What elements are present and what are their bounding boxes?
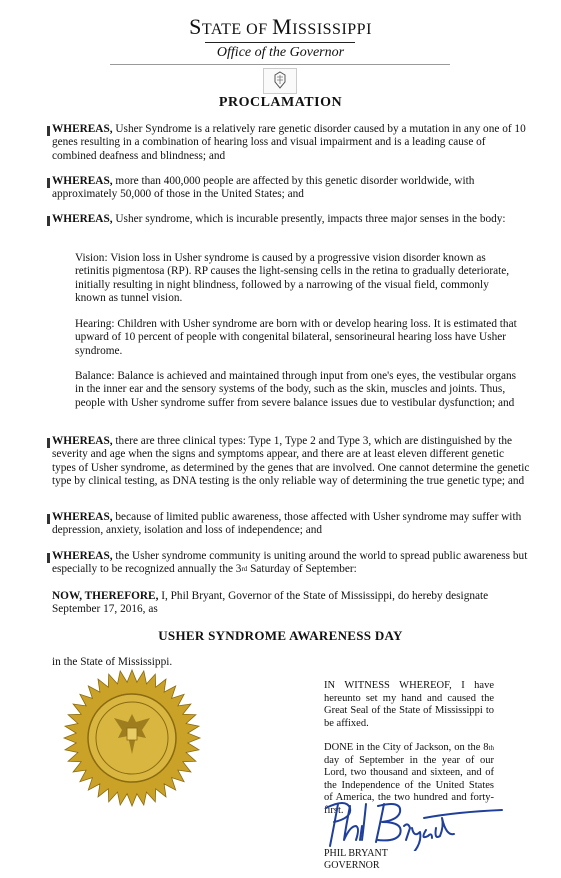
margin-mark (47, 178, 50, 188)
sense-hearing: Hearing: Children with Usher syndrome are born with or develop hearing loss. It is estimated that upward of 10 percent of people with congenital bilateral, sensorineural hearing loss have Usher syndrome. (75, 318, 517, 357)
governor-signature-icon (316, 796, 506, 851)
whereas-text: there are three clinical types: Type 1, Type 2 and Type 3, which are distinguished by the severity and age when the signs and symptoms appear, and there are at least eleven different genetic types of Usher syndrome, as determined by the genes that are involved. One cannot determine the genetic type by clinical testing, as DNA testing is the only reliable way of determining the true genetic type; and (52, 435, 530, 487)
whereas-text: the Usher syndrome community is uniting around the world to spread public awareness but especially to be recognized annually the 3 (52, 550, 528, 576)
in-witness-whereof: IN WITNESS WHEREOF, I have hereunto set my hand and caused the Great Seal of the State of Mississippi to be affixed. (324, 680, 494, 729)
whereas-text: more than 400,000 people are affected by this genetic disorder worldwide, with approximately 50,000 of those in the United States; and (52, 175, 475, 201)
signatory-name: PHIL BRYANT (324, 848, 388, 859)
great-seal-icon (62, 668, 202, 808)
state-line: in the State of Mississippi. (52, 656, 173, 668)
therefore-text: I, Phil Bryant, Governor of the State of Mississippi, do hereby designate September 17, 2016, as (52, 590, 489, 616)
whereas-lead: WHEREAS, (52, 123, 113, 135)
whereas-paragraph-3 (52, 213, 530, 226)
proclamation-heading: PROCLAMATION (218, 95, 343, 110)
signatory-block (324, 848, 388, 871)
whereas-paragraph-2 (52, 175, 530, 202)
sense-balance: Balance: Balance is achieved and maintained through input from one's eyes, the vestibular organs in the inner ear and the sensory systems of the body, such as the skin, muscles and joints. Thus, people with Usher syndrome suffer from severe balance issues due to vestibular dysfunction; and (75, 370, 517, 409)
whereas-paragraph-5 (52, 511, 530, 538)
margin-mark (47, 216, 50, 226)
letterhead-rule (205, 42, 355, 43)
margin-mark (47, 514, 50, 524)
letterhead-title (0, 14, 561, 40)
whereas-paragraph-1 (52, 123, 530, 163)
letterhead-title-initial-2: M (272, 14, 293, 39)
signatory-title: GOVERNOR (324, 859, 380, 871)
done-text-tail: day of September in the year of our Lord, two thousand and sixteen, and of the Independence of the United States of America, the two hundred and forty-first. (324, 754, 494, 816)
awareness-day-title: USHER SYNDROME AWARENESS DAY (158, 628, 403, 643)
whereas-text-tail: Saturday of September: (247, 563, 357, 576)
margin-mark (47, 438, 50, 448)
whereas-lead: WHEREAS, (52, 511, 113, 523)
whereas-paragraph-4 (52, 435, 530, 488)
now-therefore-paragraph (52, 590, 530, 617)
whereas-lead: WHEREAS, (52, 435, 113, 447)
therefore-lead: NOW, THEREFORE, (52, 590, 159, 602)
letterhead-title-initial: S (189, 14, 202, 39)
done-text: DONE in the City of Jackson, on the 8 (324, 742, 489, 753)
ordinal-suffix: rd (241, 565, 248, 574)
letterhead-title-part-2: ISSISSIPPI (292, 21, 372, 38)
whereas-paragraph-6 (52, 550, 530, 577)
whereas-lead: WHEREAS, (52, 175, 113, 187)
whereas-text: Usher syndrome, which is incurable presently, impacts three major senses in the body: (112, 213, 506, 225)
whereas-lead: WHEREAS, (52, 550, 113, 562)
margin-mark (47, 553, 50, 563)
letterhead-title-part: TATE OF (201, 21, 273, 38)
whereas-text: Usher Syndrome is a relatively rare genetic disorder caused by a mutation in any one of 10 genes resulting in a combination of hearing loss and visual impairment and is a leading cause of combined deafness and blindness; and (52, 123, 526, 162)
whereas-text: because of limited public awareness, those affected with Usher syndrome may suffer with depression, anxiety, isolation and loss of independence; and (52, 511, 522, 537)
margin-mark (47, 126, 50, 136)
state-crest-icon (263, 68, 297, 94)
letterhead-rule-lower (110, 64, 450, 65)
sense-vision: Vision: Vision loss in Usher syndrome is caused by a progressive vision disorder known as retinitis pigmentosa (RP). RP causes the light-sensing cells in the retina to gradually deteriorate, initially resulting in night blindness, followed by a narrowing of the visual field, commonly known as tunnel vision. (75, 252, 510, 304)
whereas-lead: WHEREAS, (52, 213, 113, 225)
office-of-governor: Office of the Governor (216, 45, 345, 60)
ordinal-suffix: th (488, 744, 494, 752)
